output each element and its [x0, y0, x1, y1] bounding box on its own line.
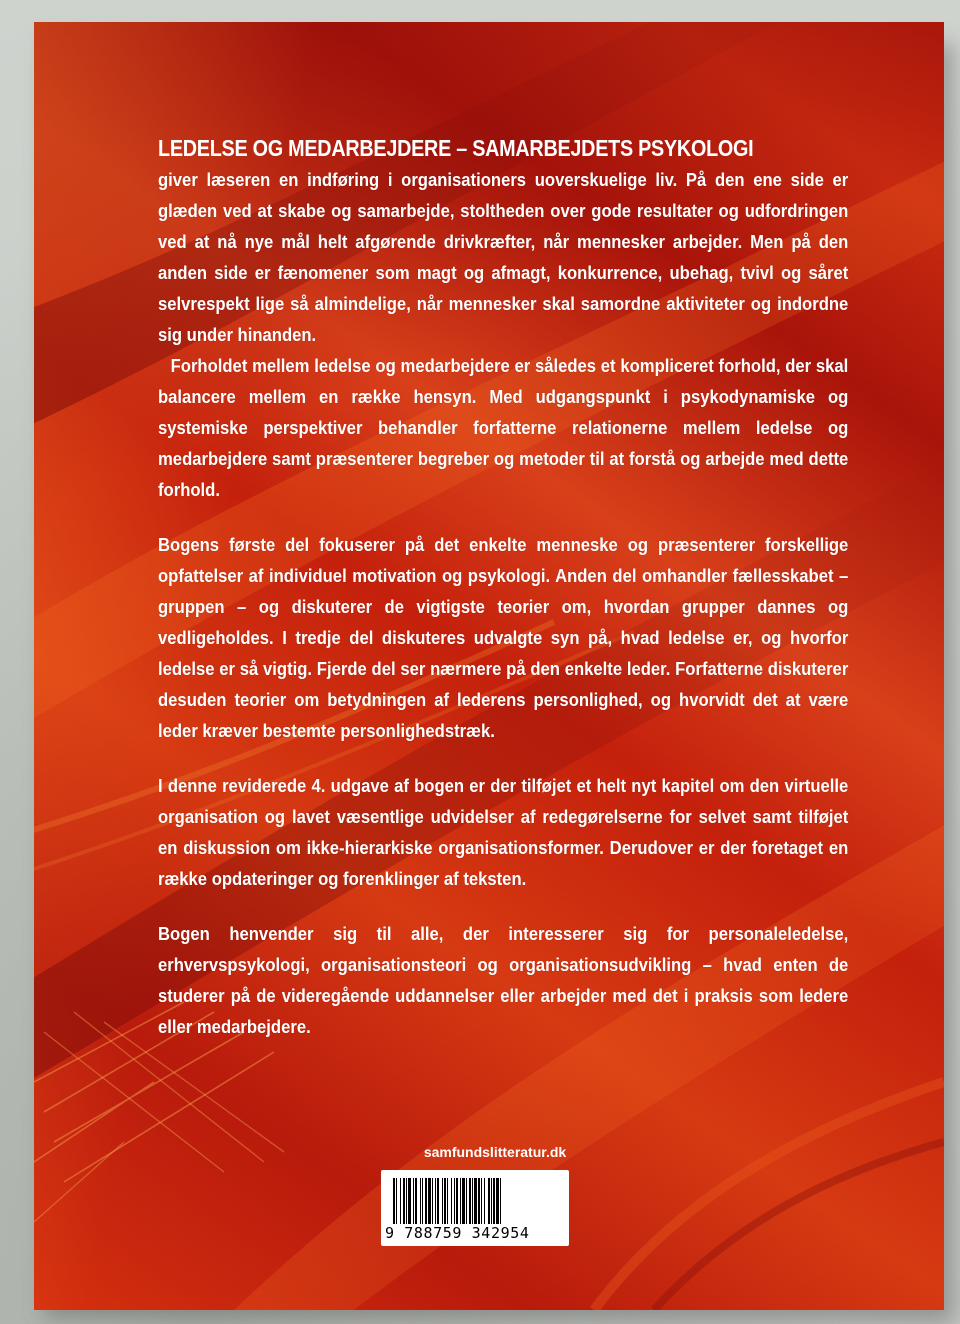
description-paragraph-5: Bogen henvender sig til alle, der interesserer sig for personaleledelse, erhvervspsykologi, organisationsteori og organisationsudvikling – hvad enten de studerer på de videregående uddannelser eller arbejder med det i praksis som ledere eller medarbejdere.: [158, 923, 849, 1037]
book-back-cover: [34, 22, 944, 1310]
barcode-bar: [393, 1178, 395, 1224]
barcode-bar: [413, 1178, 414, 1224]
barcode-bar: [437, 1178, 439, 1224]
barcode-bar: [484, 1178, 485, 1224]
barcode-bar: [400, 1178, 401, 1224]
barcode-bar: [425, 1178, 427, 1224]
barcode-bar: [403, 1178, 405, 1224]
description-paragraph-1: giver læseren en indføring i organisationers uoverskuelige liv. På den ene side er glæden ved at skabe og samarbejde, stoltheden over gode resultater og udfordringen ved at nå nye mål helt afgørende drivkræfter, når mennesker arbejder. Men på den anden side er fænomener som magt og afmagt, konkurrence, ubehag, tvivl og såret selvrespekt lige så almindelige, når mennesker skal samordne aktiviteter og indordne sig under hinanden.: [158, 169, 849, 345]
barcode-bar: [447, 1178, 448, 1224]
barcode-bar: [493, 1178, 495, 1224]
barcode-bar: [478, 1178, 480, 1224]
barcode-bar: [415, 1178, 417, 1224]
barcode-bar: [462, 1178, 465, 1224]
barcode-bar: [500, 1178, 501, 1224]
barcode-bar: [460, 1178, 461, 1224]
barcode-bar: [420, 1178, 421, 1224]
barcode-bar: [408, 1178, 411, 1224]
isbn-number: 9 788759 342954: [385, 1224, 530, 1242]
publisher-url: samfundslitteratur.dk: [423, 1144, 567, 1160]
barcode-bar: [454, 1178, 455, 1224]
barcode-bar: [491, 1178, 492, 1224]
barcode-bar: [469, 1178, 471, 1224]
barcode-bar: [406, 1178, 407, 1224]
barcode-bar: [456, 1178, 458, 1224]
barcode-bar: [481, 1178, 482, 1224]
barcode-bar: [474, 1178, 477, 1224]
barcode-bar: [451, 1178, 452, 1224]
barcode-bar: [488, 1178, 490, 1224]
barcode-icon: [391, 1178, 559, 1224]
description-paragraph-4: I denne reviderede 4. udgave af bogen er der tilføjet et helt nyt kapitel om den virtuelle organisation og lavet væsentlige udvidelser af redegørelserne for selvet samt tilføjet en diskussion om ikke-hierarkiske organisationsformer. Derudover er der foretaget en række opdateringer og forenklinger af teksten.: [158, 775, 849, 889]
back-cover-text: [158, 134, 848, 1042]
barcode-bar: [422, 1178, 423, 1224]
barcode-bar: [396, 1178, 397, 1224]
barcode-bar: [444, 1178, 446, 1224]
description-paragraph-2: Forholdet mellem ledelse og medarbejdere er således et kompliceret forhold, der skal balancere mellem en række hensyn. Med udgangspunkt i psykodynamiske og systemiske perspektiver behandler forfatterne relationerne mellem ledelse og medarbejdere samt præsenterer begreber og metoder til at forstå og arbejde med dette forhold.: [158, 355, 849, 500]
barcode-bar: [442, 1178, 443, 1224]
barcode-bar: [466, 1178, 467, 1224]
barcode-bar: [435, 1178, 436, 1224]
barcode-bar: [472, 1178, 473, 1224]
barcode-bar: [432, 1178, 433, 1224]
book-title: LEDELSE OG MEDARBEJDERE – SAMARBEJDETS PSYKOLOGI: [158, 135, 754, 161]
barcode-bar: [496, 1178, 499, 1224]
description-paragraph-3: Bogens første del fokuserer på det enkelte menneske og præsenterer forskellige opfattelser af individuel motivation og psykologi. Anden del omhandler fællesskabet – gruppen – og diskuterer de vigtigste teorier om, hvordan grupper dannes og vedligeholdes. I tredje del diskuteres udvalgte syn på, hvad ledelse er, og hvorfor ledelse er så vigtig. Fjerde del ser nærmere på den enkelte leder. Forfatterne diskuterer desuden teorier om betydningen af lederens personlighed, og hvorvidt det at være leder kræver bestemte personlighedstræk.: [158, 534, 849, 741]
barcode-bar: [428, 1178, 431, 1224]
isbn-barcode: [381, 1170, 569, 1246]
